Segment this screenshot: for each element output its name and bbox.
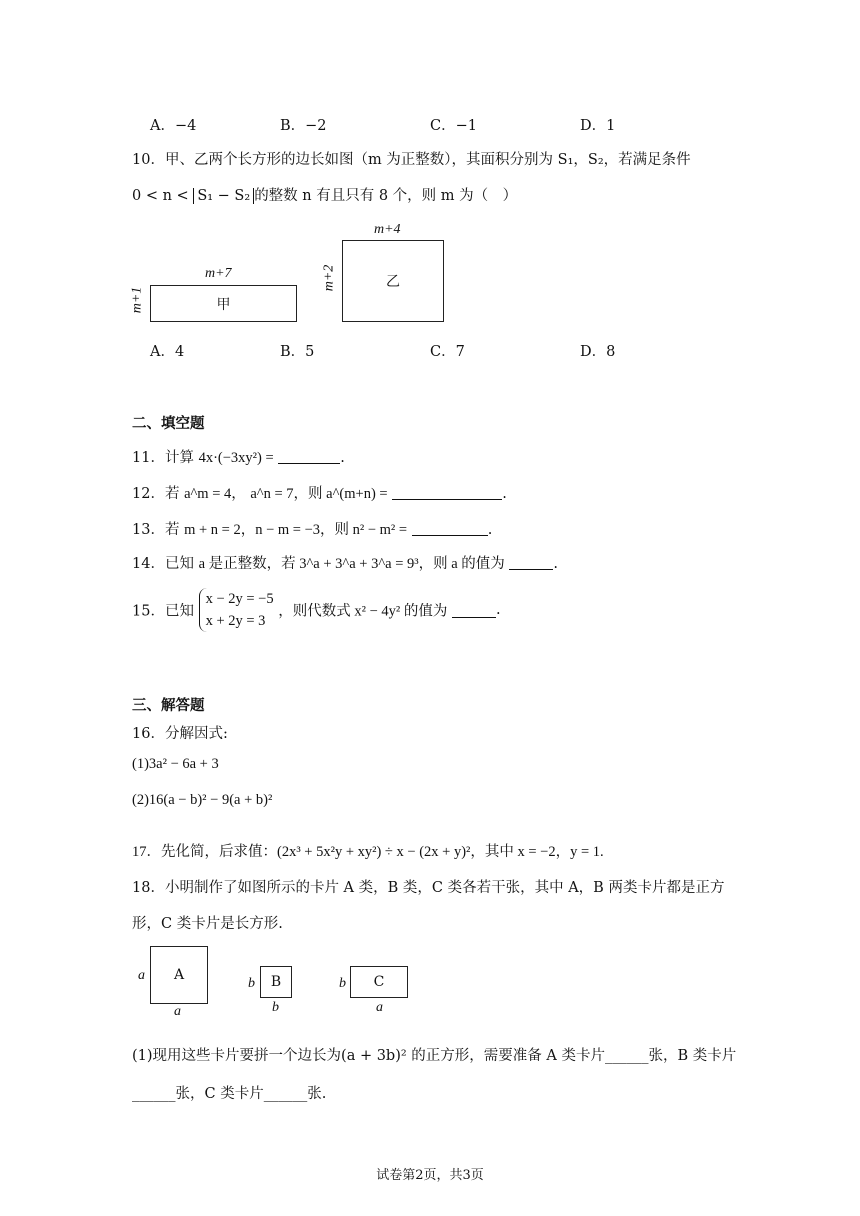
card-a-label: A bbox=[173, 967, 185, 983]
card-a-side-label: a bbox=[138, 968, 145, 983]
section-answer-title: 三、解答题 bbox=[132, 698, 205, 714]
q15-prefix: 15．已知 bbox=[132, 603, 194, 620]
q10-abs: S₁ − S₂ bbox=[193, 188, 254, 204]
q12-expr2: a^n = 7，则 a^(m+n) = bbox=[250, 486, 388, 502]
q11-blank bbox=[278, 449, 340, 464]
q9-option-d: D．1 bbox=[580, 118, 616, 134]
q15-system bbox=[199, 588, 274, 632]
q11-prefix: 11．计算 bbox=[132, 450, 194, 466]
q16-title: 16．分解因式: bbox=[132, 726, 228, 742]
q12-end: . bbox=[502, 486, 507, 502]
q10-line1: 10．甲、乙两个长方形的边长如图（m 为正整数），其面积分别为 S₁，S₂，若满足条件 bbox=[132, 152, 691, 168]
q10-line2-prefix: 0 < n < bbox=[132, 188, 189, 204]
jia-top-label: m+7 bbox=[205, 266, 232, 281]
q14-prefix: 14．已知 bbox=[132, 556, 194, 572]
card-c-label: C bbox=[373, 974, 385, 990]
card-a-bottom-label: a bbox=[174, 1004, 181, 1019]
yi-top-label: m+4 bbox=[374, 222, 401, 237]
q15-eq1: x − 2y = −5 bbox=[205, 591, 274, 607]
q10-option-b: B．5 bbox=[280, 344, 315, 360]
q10-line2 bbox=[132, 184, 517, 205]
q12 bbox=[132, 482, 507, 503]
card-c bbox=[350, 966, 408, 998]
q10-option-c: C．7 bbox=[430, 344, 465, 360]
card-b-label: B bbox=[270, 974, 282, 990]
card-a bbox=[150, 946, 208, 1004]
section-fill-blank-title: 二、填空题 bbox=[132, 416, 205, 432]
q9-option-b: B．−2 bbox=[280, 118, 327, 134]
q17: 17．先化简，后求值：(2x³ + 5x²y + xy²) ÷ x − (2x + y)²，其中 x = −2，y = 1. bbox=[132, 844, 604, 860]
q9-option-c: C．−1 bbox=[430, 118, 477, 134]
q12-expr1: a^m = 4， bbox=[184, 486, 246, 502]
card-b bbox=[260, 966, 292, 998]
q13-blank bbox=[412, 521, 488, 536]
card-c-side-label: b bbox=[339, 976, 346, 991]
q15-suffix: ，则代数式 x² − 4y² 的值为 bbox=[278, 603, 448, 620]
q15-end: . bbox=[495, 602, 501, 618]
q16-part1: (1)3a² − 6a + 3 bbox=[132, 756, 219, 772]
q13-expr: m + n = 2，n − m = −3，则 n² − m² = bbox=[184, 522, 408, 538]
q11-expr: 4x·(−3xy²) = bbox=[198, 450, 274, 466]
q14-end: . bbox=[553, 556, 559, 572]
q15-eq2: x + 2y = 3 bbox=[205, 613, 266, 629]
q14 bbox=[132, 552, 558, 573]
card-c-bottom-label: a bbox=[376, 1000, 383, 1015]
q12-blank bbox=[392, 485, 502, 500]
q18-part1-line2: ______张，C 类卡片______张. bbox=[132, 1086, 327, 1102]
q10-line2-suffix: 的整数 n 有且只有 8 个，则 m 为（ ） bbox=[254, 188, 518, 204]
jia-label: 甲 bbox=[216, 297, 231, 313]
q18-line2: 形，C 类卡片是长方形. bbox=[132, 916, 283, 932]
q14-expr: a 是正整数，若 3^a + 3^a + 3^a = 9³，则 a 的值为 bbox=[198, 556, 505, 572]
jia-side-label: m+1 bbox=[129, 286, 145, 314]
q18-line1: 18．小明制作了如图所示的卡片 A 类，B 类，C 类各若干张，其中 A，B 两类卡片都是正方 bbox=[132, 880, 725, 896]
q15 bbox=[132, 588, 501, 632]
yi-side-label: m+2 bbox=[321, 264, 337, 292]
yi-label: 乙 bbox=[386, 274, 400, 290]
q11 bbox=[132, 446, 345, 467]
rect-jia bbox=[150, 285, 297, 322]
q15-blank bbox=[452, 603, 496, 618]
q16-part2: (2)16(a − b)² − 9(a + b)² bbox=[132, 792, 273, 808]
q13-end: . bbox=[487, 522, 493, 538]
q10-option-d: D．8 bbox=[580, 344, 616, 360]
rect-yi bbox=[342, 240, 444, 322]
page-footer: 试卷第2页，共3页 bbox=[376, 1168, 484, 1183]
card-b-side-label: b bbox=[248, 976, 255, 991]
q12-prefix: 12．若 bbox=[132, 486, 180, 502]
q13-prefix: 13．若 bbox=[132, 522, 180, 538]
q14-blank bbox=[509, 555, 553, 570]
q13 bbox=[132, 518, 492, 539]
q10-option-a: A．4 bbox=[150, 344, 185, 360]
card-b-bottom-label: b bbox=[272, 1000, 279, 1015]
q11-end: . bbox=[340, 450, 345, 466]
q18-part1-line1: (1)现用这些卡片要拼一个边长为(a + 3b)² 的正方形，需要准备 A 类卡片______张，B 类卡片 bbox=[132, 1048, 737, 1064]
q9-option-a: A．−4 bbox=[150, 118, 197, 134]
